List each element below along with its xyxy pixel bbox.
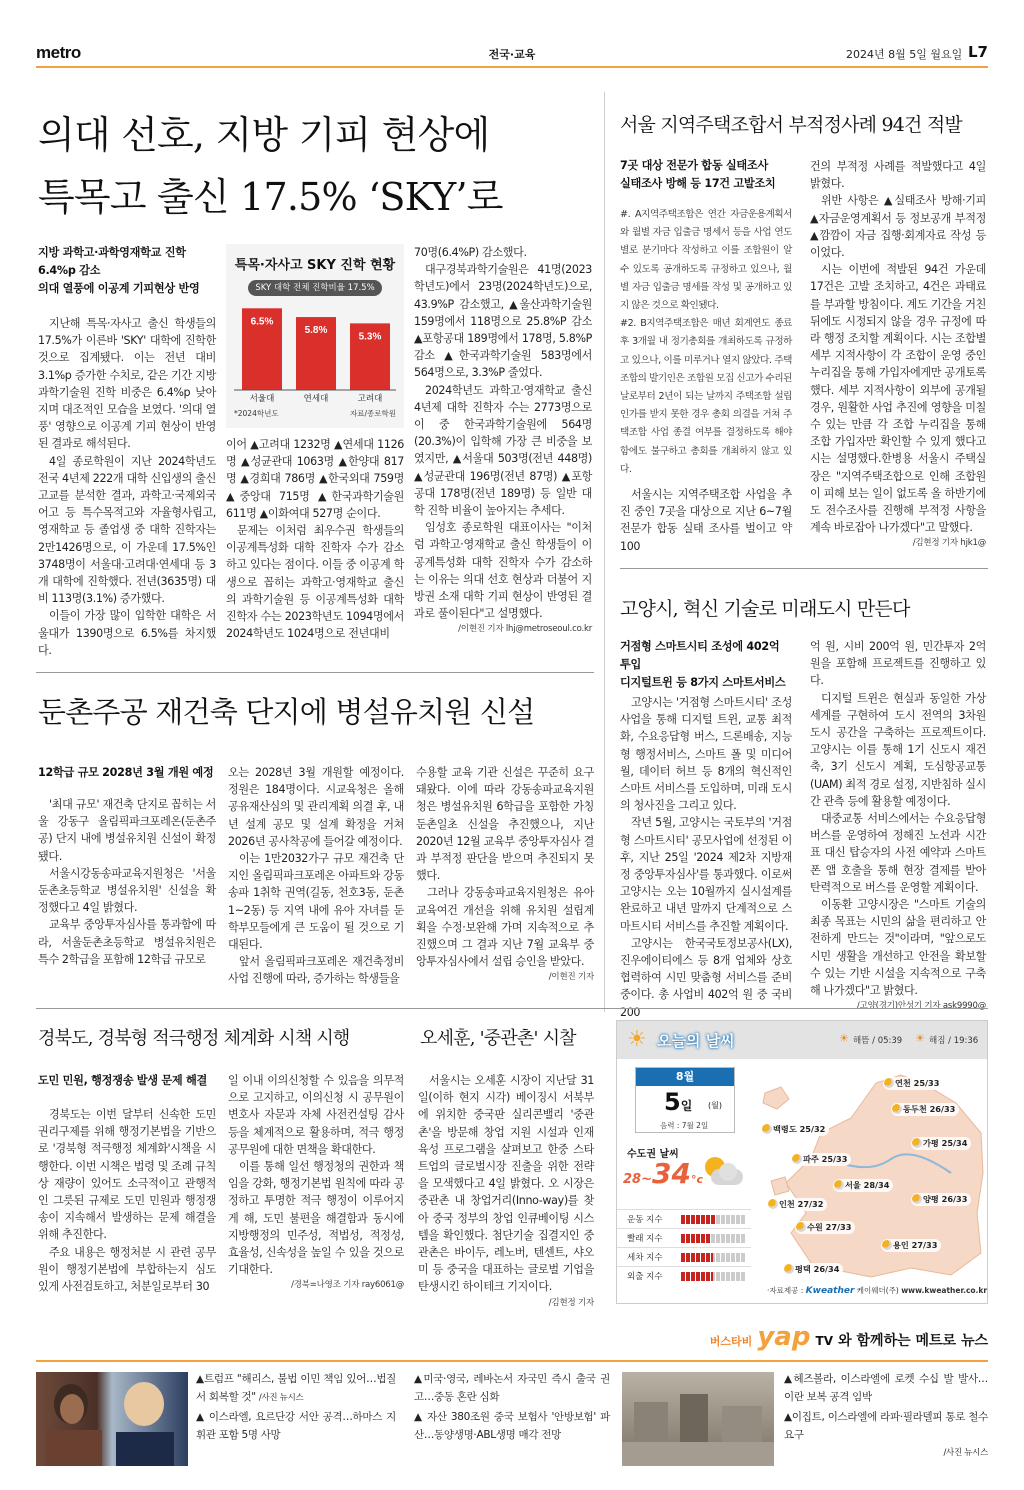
article4-col3 [416,764,594,984]
paragraph: 임성호 종로학원 대표이사는 "이처럼 과학고·영재학교 출신 학생들이 이공계특성화 대학 진학자 수가 감소하는 이유는 의대 선호 현상과 더불어 지방권 소재 대학 기피 현상이 반영된 결과로 풀이된다"고 설명했다. [414,521,592,621]
header-rule [36,66,988,68]
bar-chart [226,244,404,428]
category-label: 연세대 [303,394,329,404]
city-forecast: 가평 25/34 [911,1137,971,1150]
paragraph: 대구경북과학기술원은 41명(2023학년도)에서 23명(2024학년도)으로, 43.9%P 감소했고, ▲울산과학기술원 159명에서 118명으로 25.8%P 감소 ▲포항공대 189명에서 178명, 5.8%P 감소 ▲한국과학기술원 583명에서 564명으로, 3.3%P 줄었다. [414,263,592,380]
paragraph: 이는 1만2032가구 규모 재건축 단지인 올림픽파크포레온 아파트와 강동송파 1취학 권역(길동, 천호3동, 둔촌1~2동) 등 지역 내에 유아 자녀를 둔 학부모들에게 큰 도움이 될 것으로 기대된다. [228,852,404,952]
city-forecast: 인천 27/32 [767,1198,827,1211]
partly-cloudy-icon [768,1199,778,1209]
article3-headline: 고양시, 혁신 기술로 미래도시 만든다 [620,598,910,620]
paragraph: 앞서 올림픽파크포레온 재건축정비사업 진행에 따라, 증가하는 학생들을 [228,955,404,986]
subheadline-2: 의대 열풍에 이공계 기피현상 반영 [38,282,200,295]
article2-subheadline [620,157,790,193]
calendar-card [635,1067,735,1133]
article2-col2 [810,158,986,550]
sunrise-time: 해뜸 / 05:39 [853,1036,903,1046]
subheadline-1: 지방 과학고·과학영재학교 진학 6.4%p 감소 [38,246,186,277]
index-label: 세차 지수 [627,1253,663,1263]
partly-cloudy-icon [834,1180,844,1190]
partly-cloudy-icon [912,1194,922,1204]
weather-index-row [617,1209,751,1228]
bar-value-label: 6.5% [250,316,274,328]
banner-post: 와 함께하는 메트로 뉴스 [838,1333,988,1349]
category-label: 고려대 [357,394,383,404]
paragraph: 수용할 교육 기관 신설은 꾸준히 요구돼왔다. 이에 따라 강동송파교육지원청은 병설유치원 6학급을 포함한 가칭 둔촌일초 신설을 추진했으나, 지난 2020년 12월 교육부 중앙투자심사 결과 부적정 판단을 받으며 추진되지 못했다. [416,766,594,883]
paragraph: 서울시는 지역주택조합 사업을 추진 중인 7곳을 대상으로 지난 6~7월 전문가 합동 실태 조사를 벌이고 약 100 [620,488,792,553]
divider [36,672,594,673]
news-item-3[interactable]: ▲미국·영국, 레바논서 자국민 즉시 출국 권고…중동 혼란 심화 [414,1373,610,1403]
city-forecast: 평택 26/34 [783,1263,843,1276]
news-headline[interactable]: ▲트럼프 "해리스, 불법 이민 책임 있어…법질서 회복할 것" [196,1373,396,1403]
subheadline-1: 거점형 스마트시티 조성에 402억 투입 [620,640,780,671]
weather-title: 오늘의 날씨 [657,1032,735,1050]
weather-box [616,1020,988,1304]
sunrise-icon: ☀ [839,1032,849,1045]
subheadline [38,244,216,298]
index-label: 외출 지수 [627,1272,663,1282]
partly-cloudy-icon [796,1222,806,1232]
provider-name: 케이웨더(주) [856,1286,899,1295]
paragraph: 주요 내용은 행정처분 시 관련 공무원이 행정기본법에 부합하는지 심도 있게 사전검토하고, 처분일로부터 30 [38,1245,216,1294]
region-label: 수도권 날씨 [627,1149,679,1160]
paragraph: 4일 종로학원이 지난 2024학년도 전국 4년제 222개 대학 신입생의 출신 고교를 분석한 결과, 과학고·국제외국어고 등 특수목적고와 자율형사립고, 영재학교 등 졸업생 중 대학 진학자는 2만1426명으로, 이 가운데 17.5%인 3748명이 서울대·고려대·연세대 등 3개 대학에 진학했다. 전년(3635명) 대비 113명(3.1%) 증가했다. [38,454,216,606]
subheadline-2: 디지털트윈 등 8가지 스마트서비스 [620,676,786,689]
chart-subtitle: SKY 대학 전체 진학비율 17.5% [248,280,382,296]
weather-provider [767,1285,987,1296]
paragraph: 그러나 강동송파교육지원청은 유아교육여건 개선을 위해 유치원 설립계획을 수정·보완해 가며 지속적으로 추진했으며 그 결과 지난 7월 교육부 중앙투자심사에서 설립 승인을 받았다. [416,886,594,969]
paragraph: 고양시는 '거점형 스마트시티' 조성 사업을 통해 디지털 트윈, 교통 최적화, 수요응답형 버스, 드론배송, 지능형 행정서비스, 스마트 폴 및 미디어 월, 데이터 허브 등 8개의 혁신적인 스마트 서비스를 도입하며, 미래 도시의 청사진을 그리고 있다. [620,696,792,813]
article1-col2 [226,436,404,642]
byline: /이현진 기자 [548,972,594,983]
news-headline[interactable]: ▲이집트, 이스라엘에 라파·필라델피 통로 철수 요구 [784,1411,988,1441]
issue-date: 2024년 8월 5일 월요일 [846,48,963,61]
paragraph: 서울시는 오세훈 시장이 지난달 31일(이하 현지 시각) 베이징시 서북부에 위치한 중국판 실리콘밸리 '중관촌'을 방문해 창업 지원 시설과 인재 육성 프로그램을 살펴보고 한중 스타트업의 글로벌시장 진출을 위한 전략을 모색했다고 4일 밝혔다. 오 시장은 중관촌 내 창업거리(Inno-way)를 찾아 중국 정부의 창업 인큐베이팅 시스템을 확인했다. 첨단기술 집결지인 중관촌은 바이두, 레노버, 텐센트, 샤오미 등 중국을 대표하는 글로벌 기업을 탄생시킨 하이테크 기지이다. [418,1074,594,1294]
article3-col2 [810,638,986,1013]
case-paragraph: #. A지역주택조합은 연간 자금운용계획서와 월별 자금 입출금 명세서 등을 사업 연도별로 분기마다 작성하고 이를 조합원이 알 수 있도록 공개하도록 규정하고 있으나, 월별 자금 입출금 명세를 작성 및 공개하고 있지 않은 것으로 확인됐다. [620,209,792,312]
weather-index-row [617,1247,751,1266]
weather-header [617,1021,987,1059]
page-number: L7 [968,43,988,61]
index-level-bar [681,1272,745,1281]
article2-col1 [620,486,792,555]
article5-headline: 경북도, 경북형 적극행정 체계화 시책 시행 [38,1028,350,1049]
article3-col1 [620,694,792,1021]
weather-index-row [617,1266,751,1285]
article4-col1 [38,796,216,968]
calendar-weekday: (월) [708,1101,722,1110]
news-banner [0,1322,988,1352]
article3-subheadline [620,638,792,692]
news-photo-1 [36,1372,188,1466]
sunset-icon: ☀ [915,1032,925,1045]
day-number: 5 [664,1088,681,1116]
banner-tv: TV [815,1334,834,1348]
article6-col [418,1072,594,1310]
divider [36,1008,988,1009]
paragraph: 2024학년도 과학고·영재학교 출신 4년제 대학 진학자 수는 2773명으로 이 중 한국과학기술원에 564명(20.3%)이 입학해 가장 큰 비중을 보였지만, ▲서울대 503명(전년 448명) ▲성균관대 196명(전년 87명) ▲포항공대 178명(전년 189명) 등 일반 대학 진학 비율이 높아지는 추세다. [414,383,592,518]
divider [620,568,988,569]
news-item-4[interactable]: ▲ 자산 380조원 중국 보험사 '안방보험' 파산…동양생명·ABL생명 매각 전망 [414,1411,610,1441]
city-forecast: 동두천 26/33 [891,1103,959,1116]
paragraph: 시는 이번에 적발된 94건 가운데 17건은 고발 조치하고, 4건은 과태료를 부과할 방침이다. 계도 기간을 거친 뒤에도 시정되지 않을 경우 규정에 따라 행정 조치할 계획이다. 시는 조합별 세부 지적사항이 각 조합이 운영 중인 누리집을 통해 가입자에게만 공개토록 했다. 세부 지적사항이 외부에 공개될 경우, 원활한 사업 추진에 영향을 미칠 수 있는 만큼 각 조합 누리집을 통해 조합 가입자만 확인할 수 있게 했다고 시는 설명했다.한병용 서울시 주택실장은 "지역주택조합으로 인해 조합원이 피해 보는 일이 없도록 올 하반기에도 전수조사를 진행해 부적정 사항을 계속 바로잡아 나가겠다"고 말했다. [810,263,986,535]
yap-logo: yap [757,1322,811,1352]
index-label: 운동 지수 [627,1215,663,1225]
index-level-bar [681,1215,745,1224]
sun-icon: ☀ [627,1027,647,1052]
article1-col3 [414,244,592,636]
banner-pre: 버스타비 [709,1335,753,1348]
temp-high: 34 [652,1157,691,1190]
photo-credit: /사진 뉴시스 [943,1448,988,1458]
day-unit: 일 [680,1099,693,1113]
partly-cloudy-icon [884,1078,894,1088]
temp-low: 28 [623,1172,642,1187]
partly-cloudy-icon [762,1124,772,1134]
calendar-lunar: 음력 : 7월 2일 [660,1121,709,1130]
paragraph: 고양시는 한국국토정보공사(LX), 진우에이티에스 등 8개 업체와 상호협력하여 시민 맞춤형 서비스를 준비 중이다. 총 사업비 402억 원 중 국비 200 [620,936,792,1019]
paragraph: 이들이 가장 많이 입학한 대학은 서울대가 1390명으로 6.5%를 차지했다. [38,609,216,657]
index-level-bar [681,1234,745,1243]
news-item-6[interactable] [784,1408,988,1462]
byline: /이현진 기자 lhj@metroseoul.co.kr [458,624,592,635]
city-forecast: 수원 27/33 [795,1221,855,1234]
temp-unit: °c [690,1173,703,1186]
paragraph: 문제는 이처럼 최우수권 학생들의 이공계특성화 대학 진학자 수가 감소하고 있다는 점이다. 이들 중 이공계 학생으로 꼽히는 과학고·영재학교 출신의 과학기술원 등 이공계특성화 대학 진학자 수는 2023학년도 1094명에서 2024학년도 1024명으로 전년대비 [226,524,404,641]
paragraph: 건의 부적정 사례를 적발했다고 4일 밝혔다. [810,160,986,191]
city-forecast: 서울 28/34 [833,1179,893,1192]
article5-col1 [38,1106,216,1295]
byline: /고양(경기)안성기 기자 ask9990@ [856,1001,986,1012]
subheadline-2: 실태조사 방해 등 17건 고발조치 [620,177,776,190]
article4-headline: 둔촌주공 재건축 단지에 병설유치원 신설 [38,695,535,729]
byline: /경북=나영조 기자 ray6061@ [291,1280,404,1291]
city-forecast: 용인 27/33 [881,1239,941,1252]
paragraph: 이어 ▲고려대 1232명 ▲연세대 1126명 ▲성균관대 1063명 ▲한양대 817명 ▲경희대 786명 ▲한국외대 759명 ▲중앙대 715명 ▲한국과학기술원 611명 ▲이화여대 527명 순이다. [226,438,404,520]
photo-credit: /사진 뉴시스 [258,1393,304,1403]
paragraph: 서울시강동송파교육지원청은 '서울둔촌초등학교 병설유치원' 신설을 확정했다고 4일 밝혔다. [38,866,216,915]
partly-cloudy-icon [792,1154,802,1164]
column-divider [604,92,605,1012]
paragraph: '최대 규모' 재건축 단지로 꼽히는 서울 강동구 올림픽파크포레온(둔촌주공) 단지 내에 병설유치원 신설이 확정됐다. [38,798,216,863]
provider-url: www.kweather.co.kr [901,1286,988,1295]
paragraph: 일 이내 이의신청할 수 있음을 의무적으로 고지하고, 이의신청 시 공무원이 변호사 자문과 자체 사전컨설팅 감사 등을 체계적으로 활용하며, 적극 행정 공무원에 대한 면책을 확대한다. [228,1074,404,1156]
paragraph: 오는 2028년 3월 개원할 예정이다. 정원은 184명이다. 시교육청은 올해 공유재산심의 및 관리계획 의결 후, 내년 설계 공모 및 설계 확정을 거쳐 2026년 공사착공에 들어갈 예정이다. [228,766,404,848]
partly-cloudy-icon [705,1157,745,1191]
article2-headline: 서울 지역주택조합서 부적정사례 94건 적발 [620,114,962,136]
weather-index-row [617,1228,751,1247]
article5-subheadline: 도민 민원, 행정쟁송 발생 문제 해결 [38,1074,208,1087]
kweather-logo: Kweather [805,1286,855,1296]
provider-label: ·자료제공 : [767,1286,804,1295]
byline: /김현정 기자 [548,1297,594,1308]
temp-sep: ~ [641,1172,652,1187]
paragraph: 70명(6.4%P) 감소했다. [414,246,527,259]
chart-box [226,244,404,428]
bar-value-label: 5.8% [304,325,328,337]
byline: /김현정 기자 hjk1@ [912,538,986,549]
chart-title: 특목·자사고 SKY 진학 현황 [234,258,396,273]
index-level-bar [681,1253,745,1262]
index-label: 빨래 지수 [627,1234,663,1244]
paragraph: 억 원, 시비 200억 원, 민간투자 2억 원을 포함해 프로젝트를 진행하고 있다. [810,640,986,688]
article4-col2 [228,764,404,988]
sunset-time: 해짐 / 19:36 [929,1036,979,1046]
partly-cloudy-icon [912,1138,922,1148]
paragraph: 위반 사항은 ▲실태조사 방해·기피 ▲자금운영계획서 등 정보공개 부적정 ▲깜깜이 자금 집행·회계자료 작성 등이었다. [810,194,986,260]
headline-line1: 의대 선호, 지방 기피 현상에 [38,113,490,157]
article1-col1 [38,315,216,659]
subheadline-1: 7곳 대상 전문가 합동 실태조사 [620,159,768,172]
partly-cloudy-icon [892,1104,902,1114]
paragraph: 이동환 고양시장은 "스마트 기술의 최종 목표는 시민의 삶을 편리하고 안전하게 만드는 것"이라며, "앞으로도 시민 생활을 개선하고 안전을 확보할 수 있는 기반 시설을 지속적으로 구축해 나가겠다"고 밝혔다. [810,898,986,998]
news-photo-2 [622,1372,774,1466]
case-paragraph: #2. B지역주택조합은 매년 회계연도 종료 후 3개월 내 정기총회를 개최하도록 규정하고 있으나, 이를 미루거나 열지 않았다. 주택조합의 발기인은 조합원 모집 신고가 수리된 날로부터 2년이 되는 날까지 주택조합 설립 인가를 받지 못한 경우 총회 의결을 거쳐 주택조합 사업 종결 여부를 결정하도록 해야 함에도 불구하고 총회를 개최하지 않고 있다. [620,318,792,475]
city-forecast: 연천 25/33 [883,1077,943,1090]
paragraph: 디지털 트윈은 현실과 동일한 가상세계를 구현하여 도시 전역의 3차원 도시 공간을 구축하는 프로젝트이다. 고양시는 이를 통해 1기 신도시 재건축, 3기 신도시 계획, 도심항공교통(UAM) 최적 경로 설정, 지반침하 실시간 관측 등에 활용할 예정이다. [810,691,986,808]
masthead-logo: metro [36,43,81,62]
calendar-day [664,1088,692,1116]
article6-headline: 오세훈, '중관촌' 시찰 [420,1028,576,1049]
chart-note: *2024학년도 [234,409,279,418]
bar-value-label: 5.3% [358,331,382,343]
paragraph: 대중교통 서비스에서는 수요응답형 버스를 운영하여 정해진 노선과 시간표 대신 탑승자의 사전 예약과 스마트폰 앱 호출을 통해 현장 결제를 받아 탄력적으로 버스를 운영할 계획이다. [810,812,986,894]
article4-subheadline: 12학급 규모 2028년 3월 개원 예정 [38,766,214,779]
article2-case-box [620,206,792,479]
temperature-range [623,1157,703,1190]
city-forecast: 파주 25/33 [791,1153,851,1166]
paragraph: 교육부 중앙투자심사를 통과함에 따라, 서울둔촌초등학교 병설유치원은 특수 2학급을 포함해 12학급 규모로 [38,918,216,966]
section-name: 전국·교육 [488,48,536,61]
partly-cloudy-icon [882,1240,892,1250]
news-item-1[interactable] [196,1370,396,1407]
paragraph: 이를 통해 일선 행정청의 권한과 책임을 강화, 행정기본법 원칙에 따라 공정하고 투명한 적극 행정이 이루어지게 해, 도민 불편을 해결함과 동시에 지방행정의 민주성, 적법성, 적정성, 효율성, 신속성을 높일 수 있을 것으로 기대한다. [228,1160,404,1277]
article5-col2 [228,1072,404,1292]
news-item-2[interactable]: ▲ 이스라엘, 요르단강 서안 공격…하마스 지휘관 포함 5명 사망 [196,1411,396,1441]
partly-cloudy-icon [784,1264,794,1274]
paragraph: 경북도는 이번 달부터 신속한 도민권리구제를 위해 행정기본법을 기반으로 '경북형 적극행정 체계화'시책을 시행한다. 이번 시책은 법령 및 조례 규칙상 재량이 있어도 소극적이고 관행적인 그릇된 규제로 도민 민원과 행정쟁송이 지속해서 발생하는 문제 해결을 위해 추진한다. [38,1108,216,1242]
city-forecast: 백령도 25/32 [761,1123,829,1136]
paragraph: 작년 5월, 고양시는 국토부의 '거점형 스마트시티' 공모사업에 선정된 이후, 지난 25일 '2024 제2차 지방재정 중앙투자심사'를 통과했다. 이로써 고양시는 오는 10월까지 실시설계를 완료하고 내년 말까지 단계적으로 스마트시티 서비스를 추진할 계획이다. [620,816,792,933]
chart-source: 자료/종로학원 [350,409,396,418]
headline-line2: 특목고 출신 17.5% ‘SKY’로 [38,175,503,219]
news-item-5[interactable]: ▲헤즈볼라, 이스라엘에 로켓 수십 발 발사… 이란 보복 공격 임박 [784,1373,988,1403]
calendar-month: 8월 [636,1068,734,1086]
banner-rule [36,1360,988,1362]
city-forecast: 양평 26/33 [911,1193,971,1206]
category-label: 서울대 [249,394,275,404]
paragraph: 지난해 특목·자사고 출신 학생들의 17.5%가 이른바 'SKY' 대학에 진학한 것으로 집계됐다. 이는 전년 대비 3.1%p 증가한 수치로, 같은 기간 지방 과학기술원 진학 비중은 6.4%p 낮아지며 대조적인 모습을 보였다. '의대 열풍' 영향으로 이공계 기피 현상이 반영된 결과로 해석된다. [38,317,216,451]
capital-region-map [751,1063,987,1281]
